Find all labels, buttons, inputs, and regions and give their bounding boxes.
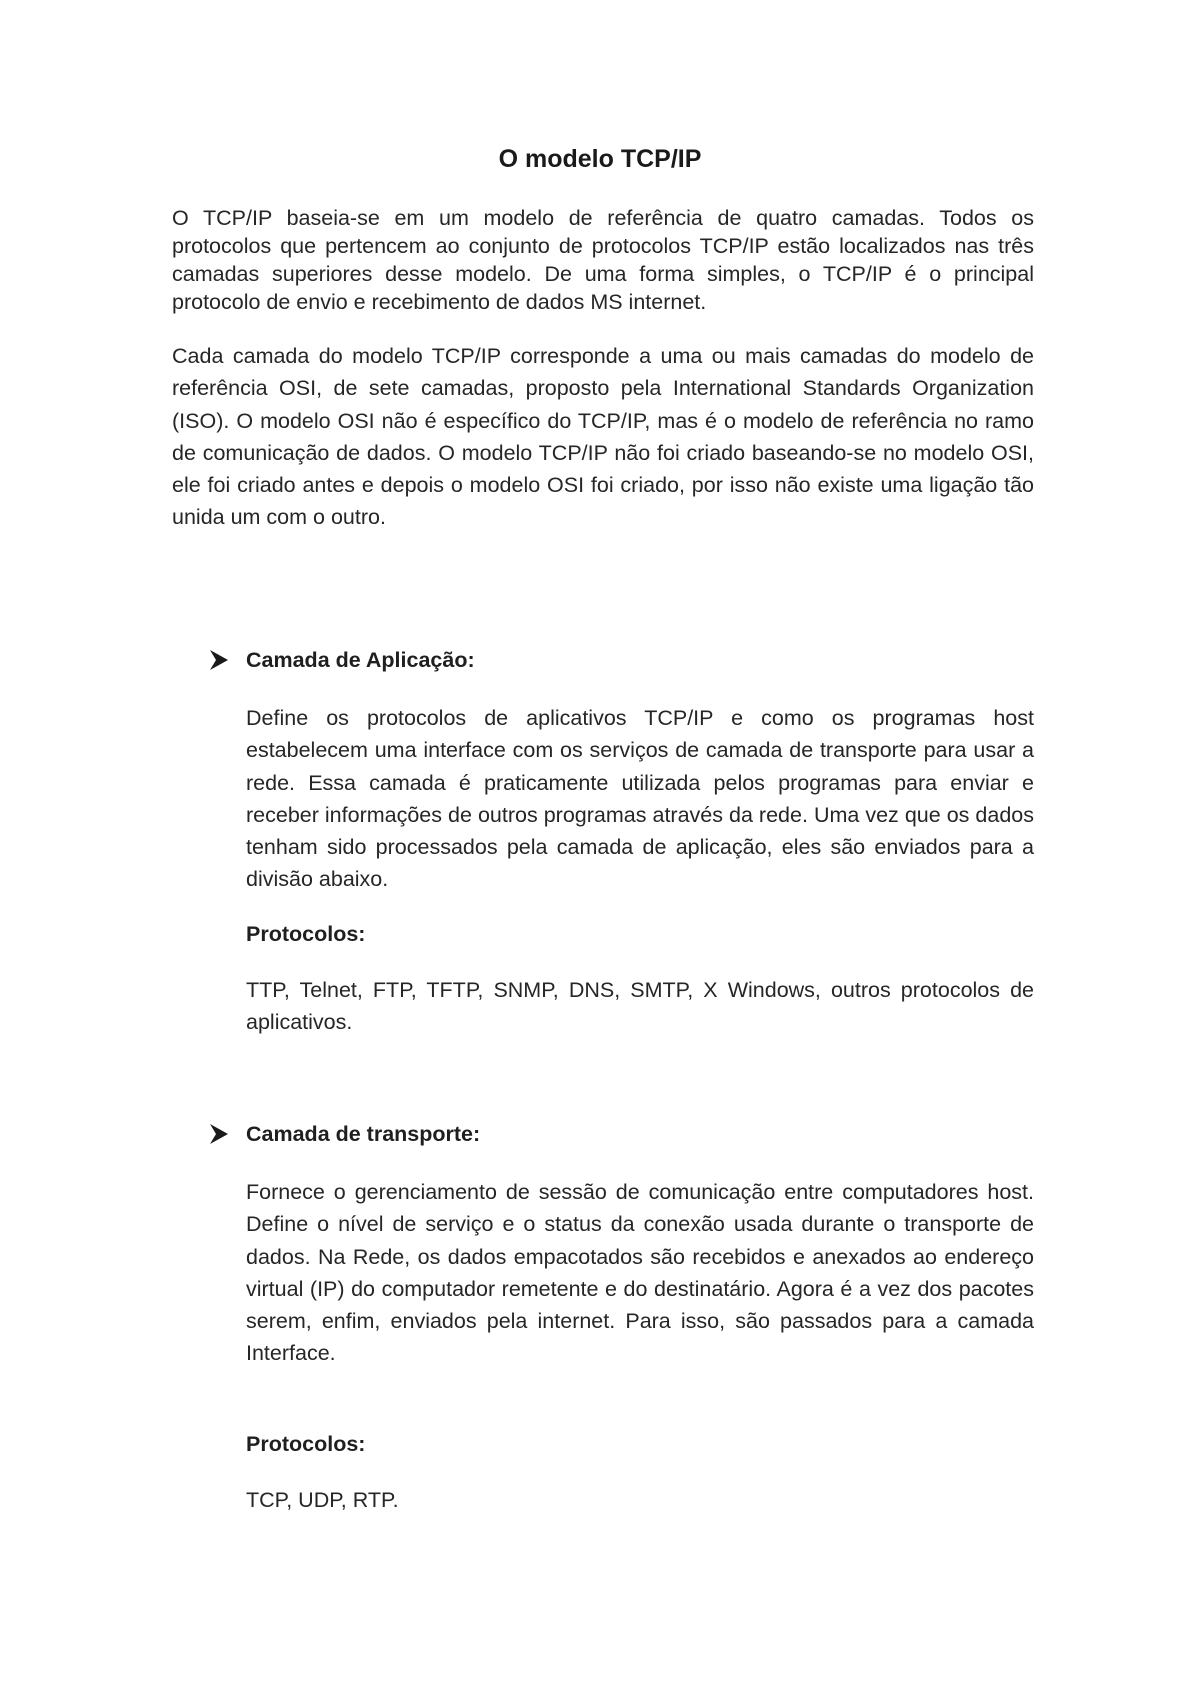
section-heading-aplicacao <box>208 646 1034 674</box>
section-heading-transporte <box>208 1120 1034 1148</box>
protocols-list: TCP, UDP, RTP. <box>246 1488 399 1512</box>
protocols-label: Protocolos: <box>246 922 366 946</box>
section-description: Fornece o gerenciamento de sessão de comunicação entre computadores host. Define o nível de serviço e o status da conexão usada durante o transporte de dados. Na Rede, os dados empacotados são recebidos e anexados ao endereço virtual (IP) do computador remetente e do destinatário. Agora é a vez dos pacotes serem, enfim, enviados pela internet. Para isso, são passados para a camada Interface. <box>246 1180 1034 1366</box>
intro-paragraph: O TCP/IP baseia-se em um modelo de referência de quatro camadas. Todos os protocolos que pertencem ao conjunto de protocolos TCP/IP estão localizados nas três camadas superiores desse modelo. De uma forma simples, o TCP/IP é o principal protocolo de envio e recebimento de dados MS internet. <box>172 206 1034 314</box>
protocols-list: TTP, Telnet, FTP, TFTP, SNMP, DNS, SMTP, X Windows, outros protocolos de aplicativos. <box>246 978 1034 1035</box>
section-description: Define os protocolos de aplicativos TCP/IP e como os programas host estabelecem uma interface com os serviços de camada de transporte para usar a rede. Essa camada é praticamente utilizada pelos programas para enviar e receber informações de outros programas através da rede. Uma vez que os dados tenham sido processados pela camada de aplicação, eles são enviados para a divisão abaixo. <box>246 706 1034 892</box>
section-heading-label: Camada de transporte: <box>246 1122 481 1146</box>
protocols-label: Protocolos: <box>246 1432 366 1456</box>
arrowhead-bullet-icon <box>208 648 230 672</box>
document-title: O modelo TCP/IP <box>498 145 702 173</box>
section-heading-label: Camada de Aplicação: <box>246 648 475 672</box>
osi-paragraph: Cada camada do modelo TCP/IP corresponde a uma ou mais camadas do modelo de referência OSI, de sete camadas, proposto pela International Standards Organization (ISO). O modelo OSI não é específico do TCP/IP, mas é o modelo de referência no ramo de comunicação de dados. O modelo TCP/IP não foi criado baseando-se no modelo OSI, ele foi criado antes e depois o modelo OSI foi criado, por isso não existe uma ligação tão unida um com o outro. <box>172 344 1034 530</box>
arrowhead-bullet-icon <box>208 1122 230 1146</box>
